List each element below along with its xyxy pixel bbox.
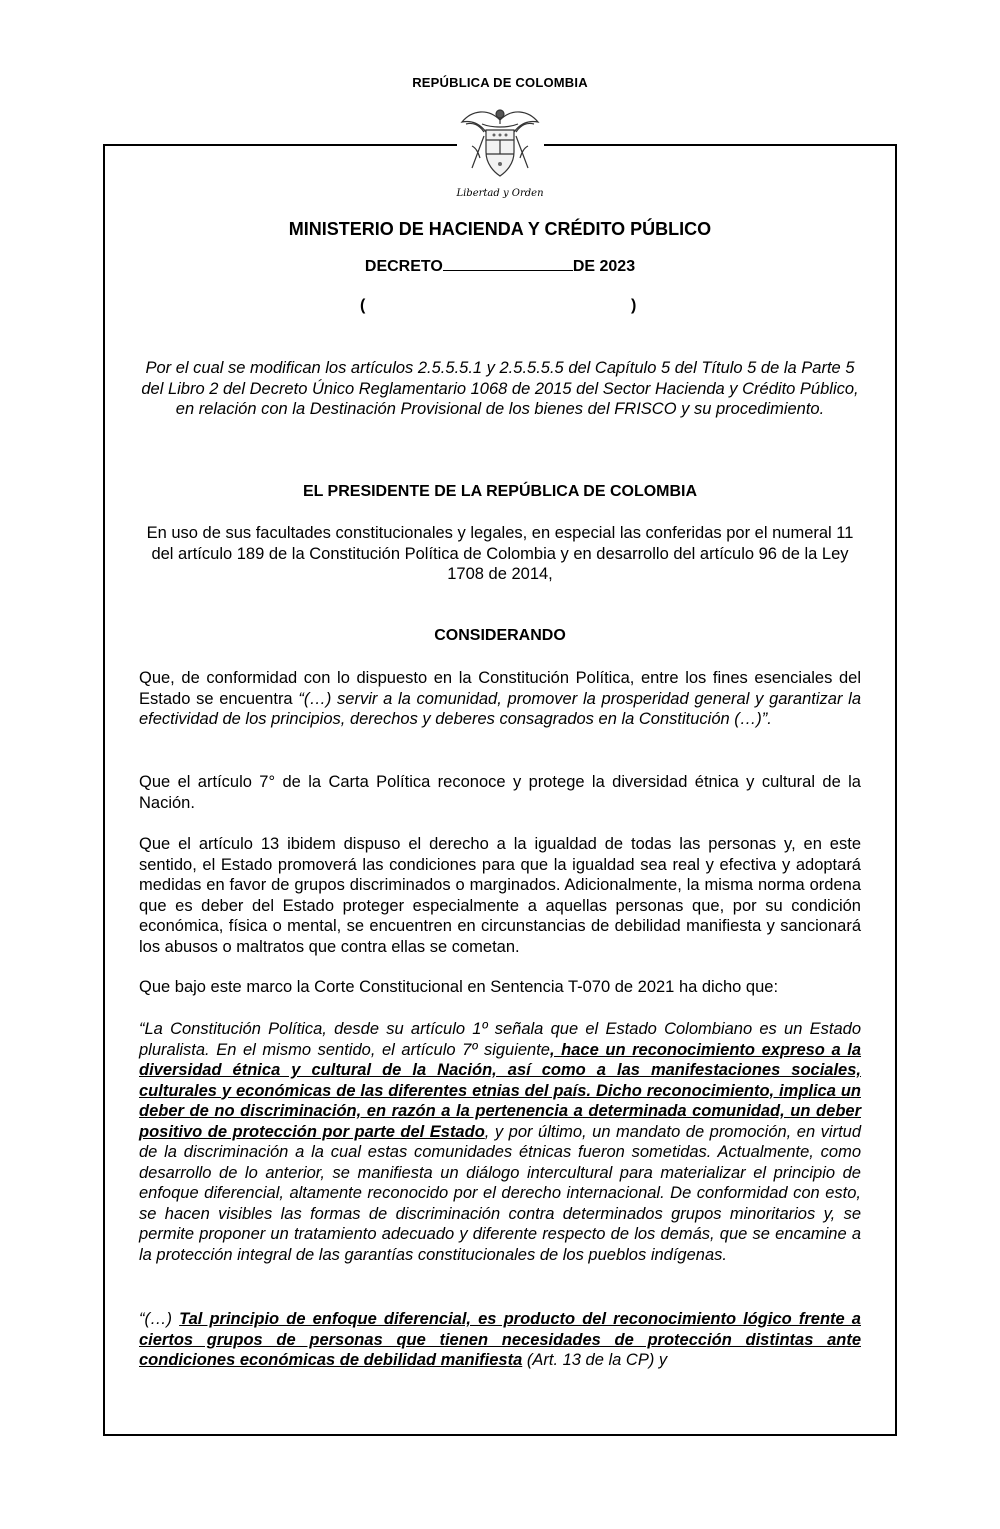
decree-line — [0, 256, 1000, 276]
p1-quote-text: “(…) servir a la comunidad, promover la prosperidad general y garantizar la efectividad de los principios, derechos y deberes consagrados en la Constitución (…)”. — [139, 689, 861, 728]
frame-border-top-right — [544, 144, 897, 146]
quote-emphasis-text: , hace un reconocimiento expreso a la diversidad étnica y cultural de la Nación, así como a las manifestaciones sociales, culturales y económicas de las diferentes etnias del país. Dicho reconocimiento, implica un deber de no discriminación, en razón a la pertenencia a determinada comunidad, un deber positivo de protección por parte del Estado — [139, 1040, 862, 1141]
republic-heading: REPÚBLICA DE COLOMBIA — [412, 75, 588, 90]
quote-continuation-text: , y por último, un mandato de promoción, en virtud de la discriminación a la cual estas comunidades étnicas fueron sometidas. Actualmente, como desarrollo de lo anterior, se manifiesta un diálogo intercultural para materializar el principio de enfoque diferencial, altamente reconocido por el derecho internacional. De conformidad con esto, se hacen visibles las formas de discriminación contra determinados grupos minoritarios y, se permite proponer un tratamiento adecuado y diferente respecto de los demás, que se encamine a la protección integral de las garantías constitucionales de los pueblos indígenas. — [139, 1122, 862, 1264]
decree-prefix: DECRETO — [364, 258, 443, 275]
powers-paragraph: En uso de sus facultades constitucionales y legales, en especial las conferidas por el numeral 11 del artículo 189 de la Constitución Política de Colombia y en desarrollo del artículo 96 de la Ley 1708 de 2014, — [146, 524, 854, 583]
frame-border-left — [103, 144, 105, 1436]
decree-title: Por el cual se modifican los artículos 2.5.5.5.1 y 2.5.5.5.5 del Capítulo 5 del Título 5 de la Parte 5 del Libro 2 del Decreto Único Reglamentario 1068 de 2015 del Sector Hacienda y Crédito Público, en relación con la Destinación Provisional de los bienes del FRISCO y su procedimiento. — [141, 359, 859, 418]
decree-number-blank — [443, 256, 573, 271]
considerando-paragraph-4: Que bajo este marco la Corte Constitucional en Sentencia T-070 de 2021 ha dicho que: — [139, 978, 779, 996]
quote2-continuation-text: (Art. 13 de la CP) y — [522, 1351, 668, 1369]
p1-plain-text: Que, de conformidad con lo dispuesto en la Constitución Política, entre los fines esenciales del Estado se encuentra — [139, 669, 861, 708]
decree-date-paren-open: ( — [360, 297, 366, 314]
decree-suffix: DE 2023 — [572, 258, 636, 275]
frame-border-top-left — [103, 144, 457, 146]
decree-date-paren-close: ) — [631, 297, 637, 314]
frame-border-right — [895, 144, 897, 1436]
frame-border-bottom — [103, 1434, 897, 1436]
quote2-emphasis-text: Tal principio de enfoque diferencial, es producto del reconocimiento lógico frente a ciertos grupos de personas que tienen necesidades de protección distintas ante condiciones económicas de debilidad manifiesta — [139, 1310, 861, 1369]
considerando-paragraph-1 — [139, 668, 861, 730]
court-quote-paragraph — [139, 1019, 861, 1265]
ministry-heading: MINISTERIO DE HACIENDA Y CRÉDITO PÚBLICO — [288, 219, 712, 239]
quote-intro-text: “La Constitución Política, desde su artículo 1º señala que el Estado Colombiano es un Estado pluralista. En el mismo sentido, el artículo 7º siguiente — [139, 1020, 861, 1059]
president-heading: EL PRESIDENTE DE LA REPÚBLICA DE COLOMBIA — [302, 483, 698, 500]
court-quote-paragraph-2 — [139, 1309, 861, 1371]
considerando-paragraph-2: Que el artículo 7° de la Carta Política reconoce y protege la diversidad étnica y cultural de la Nación. — [139, 773, 861, 812]
seal-motto: Libertad y Orden — [456, 188, 544, 199]
considerando-paragraph-3: Que el artículo 13 ibidem dispuso el derecho a la igualdad de todas las personas y, en este sentido, el Estado promoverá las condiciones para que la igualdad sea real y efectiva y adoptará medidas en favor de grupos discriminados o marginados. Adicionalmente, la misma norma ordena que es deber del Estado proteger especialmente a aquellas personas que, por su condición económica, física o mental, se encuentren en circunstancias de debilidad manifiesta y sancionará los abusos o maltratos que contra ellas se cometan. — [139, 835, 861, 956]
considerando-heading: CONSIDERANDO — [434, 627, 566, 644]
colombia-coat-of-arms-icon — [458, 102, 542, 186]
quote2-intro-text: “(…) — [139, 1310, 180, 1328]
